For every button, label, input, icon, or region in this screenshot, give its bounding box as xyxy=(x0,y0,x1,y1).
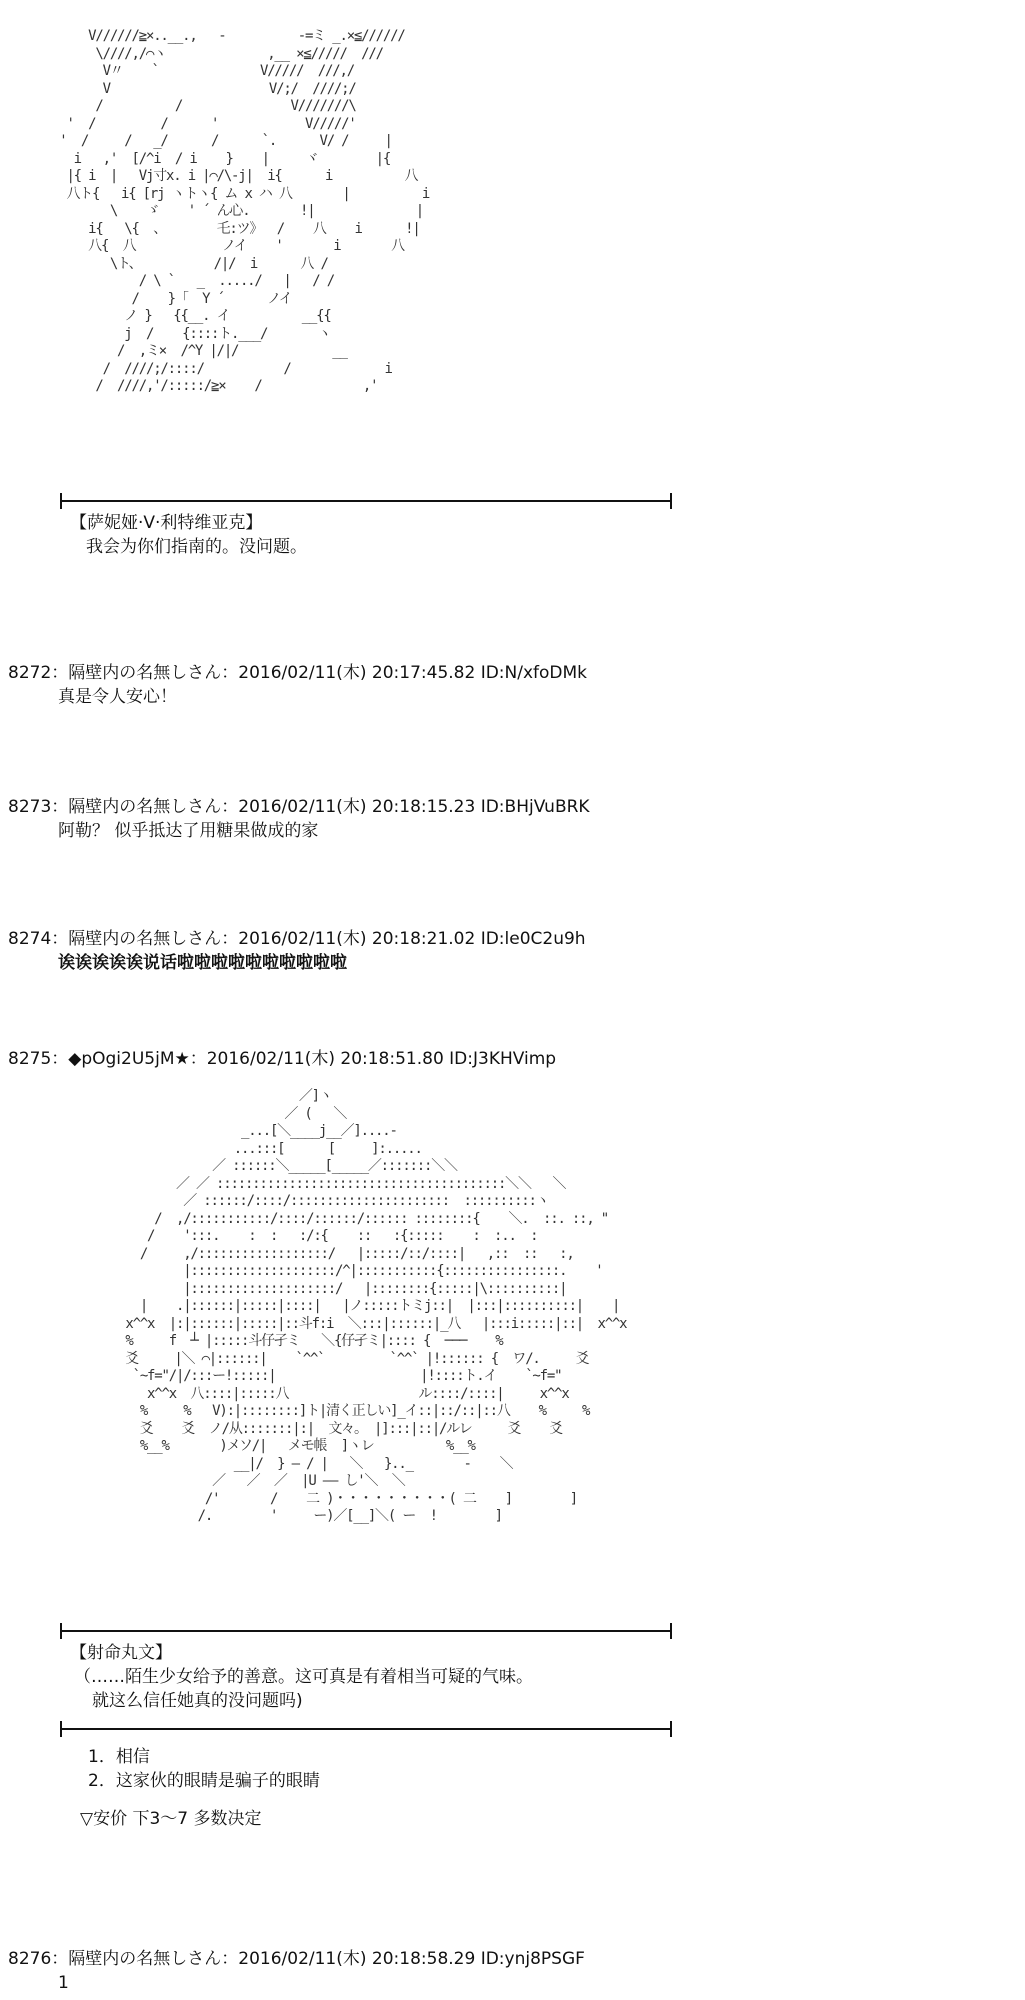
ascii-art-character-aya: ／]ヽ ／ ( ＼ _...[＼____j__／]....- ...:::[ [ ]:..... ／ ::::::＼_____[_____／:::::::＼＼ ／ ／ ::::::::::::::::::::::::::::::::::::::::＼＼ ＼ ／ ::::::/::::/:::::::::::::::::::::: ::::::::::ヽ / ,/:::::::::::/::::/::::::/:::::: ::::::::{ ＼. ::. ::, " / ':::. : : :/:{ :: :{::::: : :.. : / ,/::::::::::::::::::/ |:::::/::/::::| ,:: :: :, |::::::::::::::::::::/^|:::::::::::{::::::::::::::::. ' |::::::::::::::::::::/ |::::::::{:::::|\::::::::::| | .|::::::|:::::|::::| |ノ:::::トミj::| |:::|::::::::::| | x^^x |:|::::::|:::::|::斗f:i ＼:::|::::::|_八 |:::i:::::|::| x^^x % f ┴ |:::::斗仔孑ミ ＼{仔孑ミ|:::: { ─── % 爻 |＼ ⌒|::::::| `^^` `^^` |!:::::: { ワ/. 爻 `~f="/|/:::ー!:::::| |!::::ト.イ `~f=" x^^x 八::::|:::::八 ル::::/::::| x^^x % % V):|::::::::]ト|清く正しい]_イ::|::/::|::八 % % 爻 爻 ノ/从:::::::|:| 文々。 |]:::|::|/ルレ 爻 爻 %__% )メソ/| メモ帳 ]ヽレ %__% __|/ } ― / | ＼ }.._ - ＼ ／ ／ ／ |U ―― し'＼ ＼ /' / 二 )・・・・・・・・・( 二 ] ] /. ' ー)／[__]＼( ー ! ] xyxy=(125,1088,627,1524)
ascii-art-character-sanya: V//////≧×..__., - -=ミ _.×≦////// \////,/⌒ヽ ,__ ×≦///// /// V〃 ` V///// ///,/ V V/;/ ////;/ / / V///////\ ' / / ' V/////' ' / / _/ / `. V/ / | i ,' [/^i / i } | ヾ |{ |{ i | Vj寸x. i |⌒/\-j| i{ i 八 八ト{ i{ [rj ヽトヽ{ ム x ハ 八 | i \ ゞ ' ´ ん心. !| | i{ \{ 、 乇:ツ》 / 八 i !| 八{ 八 ノイ ' i 八 \ト、 /|/ i 八 / / \ ` _ ...../ | / / / }「 Y ´ ノイ ノ } {{__. イ __{{ j / {::::ト.___/ ヽ / ,ミ× /^Y |/|/ __ / ////;/::::/ / i / ////,'/:::::/≧× / ,' xyxy=(59,28,430,394)
post-header: 8274：隔壁内の名無しさん：2016/02/11(木) 20:18:21.02 ID:le0C2u9h xyxy=(8,929,586,949)
choice-option-1: 1．相信 xyxy=(88,1747,150,1767)
choice-option-2: 2．这家伙的眼睛是骗子的眼睛 xyxy=(88,1771,320,1791)
post-header: 8272：隔壁内の名無しさん：2016/02/11(木) 20:17:45.82 ID:N/xfoDMk xyxy=(8,663,588,683)
dialogue-line: 就这么信任她真的没问题吗) xyxy=(92,1691,303,1711)
post-header-author: 8275：◆pOgi2U5jM★：2016/02/11(木) 20:18:51.80 ID:J3KHVimp xyxy=(8,1049,557,1069)
post-body: 1 xyxy=(58,1973,69,1993)
speaker-name: 【射命丸文】 xyxy=(70,1643,172,1663)
divider-rule xyxy=(60,1630,672,1632)
post-header: 8273：隔壁内の名無しさん：2016/02/11(木) 20:18:15.23 ID:BHjVuBRK xyxy=(8,797,590,817)
post-body: 阿勒？ 似乎抵达了用糖果做成的家 xyxy=(58,821,319,841)
divider-rule xyxy=(60,1728,672,1730)
post-body: 诶诶诶诶诶说话啦啦啦啦啦啦啦啦啦啦 xyxy=(58,953,347,973)
post-body: 真是令人安心！ xyxy=(58,687,177,707)
vote-instruction: ▽安价 下3～7 多数决定 xyxy=(80,1809,262,1829)
post-header: 8276：隔壁内の名無しさん：2016/02/11(木) 20:18:58.29 ID:ynj8PSGF xyxy=(8,1949,585,1969)
speaker-name: 【萨妮娅·V·利特维亚克】 xyxy=(70,513,263,533)
divider-rule xyxy=(60,500,672,502)
dialogue-line: （……陌生少女给予的善意。这可真是有着相当可疑的气味。 xyxy=(74,1667,533,1687)
dialogue-line: 我会为你们指南的。没问题。 xyxy=(86,537,307,557)
